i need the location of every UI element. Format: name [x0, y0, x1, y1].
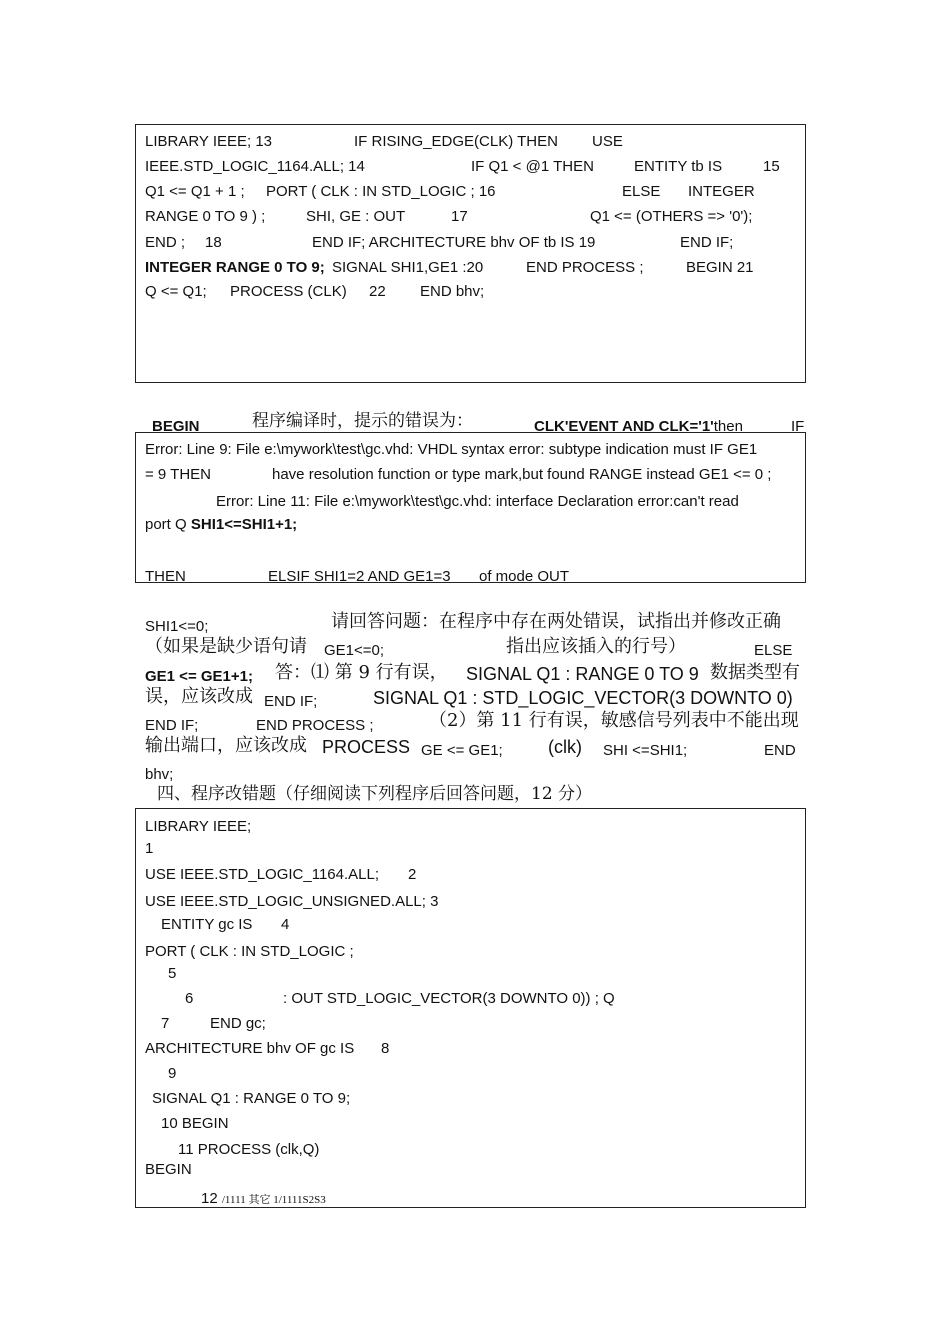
code-text: IEEE.STD_LOGIC_1164.ALL; 14 [145, 158, 365, 175]
section-heading: 四、程序改错题（仔细阅读下列程序后回答问题，12 分） [157, 784, 593, 804]
code-text: Q1 <= (OTHERS => '0'); [590, 208, 753, 225]
line-number: 1 [145, 840, 154, 857]
answer-text: 输出端口，应该改成 [145, 735, 307, 756]
code-text: PORT ( CLK : IN STD_LOGIC ; 16 [266, 183, 496, 200]
line-number: 9 [168, 1065, 177, 1082]
page-footer: 12 /1111 其它 1/1111S2S3 [201, 1190, 326, 1207]
code-text: RANGE 0 TO 9 ) ; [145, 208, 266, 225]
line-number: 8 [381, 1040, 390, 1057]
code-text: END ; [145, 234, 186, 251]
code-text: 17 [451, 208, 468, 225]
answer-text: （2）第 11 行有误，敏感信号列表中不能出现 [429, 710, 799, 731]
code-text: END PROCESS ; [256, 717, 374, 734]
code-text: 15 [763, 158, 780, 175]
code-text: SHI1<=0; [145, 618, 209, 635]
error-text: of mode OUT [479, 568, 570, 585]
code-text: 18 [205, 234, 222, 251]
error-text: have resolution function or type mark,but found RANGE instead GE1 <= 0 ; [272, 466, 772, 483]
error-text: Error: Line 11: File e:\mywork\test\gc.vhd: interface Declaration error:can't read [216, 493, 739, 510]
answer-text: 数据类型有 [710, 662, 800, 683]
code-text: 10 BEGIN [161, 1115, 229, 1132]
code-text: SHI <=SHI1; [603, 742, 688, 759]
answer-code: SIGNAL Q1 : RANGE 0 TO 9 [466, 664, 699, 684]
code-text: ELSE [622, 183, 661, 200]
code-text: 11 PROCESS (clk,Q) [178, 1141, 320, 1158]
code-text: END IF; ARCHITECTURE bhv OF tb IS 19 [312, 234, 596, 251]
answer-code: (clk) [548, 737, 582, 757]
answer-code: PROCESS [322, 737, 411, 757]
compile-prompt: 程序编译时，提示的错误为： [252, 411, 473, 431]
code-text: : OUT STD_LOGIC_VECTOR(3 DOWNTO 0)) ; Q [283, 990, 615, 1007]
clk-event-line: CLK'EVENT AND CLK='1'then [534, 418, 743, 435]
answer-code: SIGNAL Q1 : STD_LOGIC_VECTOR(3 DOWNTO 0) [373, 688, 793, 708]
code-text: PROCESS (CLK) [230, 283, 347, 300]
code-text: GE <= GE1; [421, 742, 503, 759]
code-text: END [764, 742, 796, 759]
code-text: BEGIN [145, 1161, 192, 1178]
code-text: LIBRARY IEEE; [145, 818, 252, 835]
code-text: GE1<=0; [324, 642, 385, 659]
question-text: 指出应该插入的行号） [506, 636, 686, 657]
begin-keyword: BEGIN [152, 418, 200, 435]
code-text: USE [592, 133, 623, 150]
code-text: Q1 <= Q1 + 1 ; [145, 183, 245, 200]
line-number: 5 [168, 965, 177, 982]
code-text: PORT ( CLK : IN STD_LOGIC ; [145, 943, 354, 960]
code-text: LIBRARY IEEE; 13 [145, 133, 273, 150]
line-number: 2 [408, 866, 417, 883]
question-text: （如果是缺少语句请 [145, 636, 307, 657]
code-text: SHI, GE : OUT [306, 208, 406, 225]
code-text: END IF; [145, 717, 199, 734]
code-text: ARCHITECTURE bhv OF gc IS [145, 1040, 355, 1057]
code-text: SIGNAL Q1 : RANGE 0 TO 9; [152, 1090, 351, 1107]
error-text: THEN [145, 568, 186, 585]
line-number: 7 [161, 1015, 170, 1032]
code-text: IF Q1 < @1 THEN [471, 158, 594, 175]
code-text: END PROCESS ; [526, 259, 644, 276]
code-text: Q <= Q1; [145, 283, 207, 300]
if-keyword: IF [791, 418, 805, 435]
code-text: ELSE [754, 642, 793, 659]
error-text: ELSIF SHI1=2 AND GE1=3 [268, 568, 451, 585]
code-text: ENTITY tb IS [634, 158, 723, 175]
code-text: END IF; [680, 234, 734, 251]
answer-text: 答：⑴ 第 9 行有误， [275, 662, 448, 683]
error-text: Error: Line 9: File e:\mywork\test\gc.vhd: VHDL syntax error: subtype indication must IF GE1 [145, 441, 758, 458]
line-number: 4 [281, 916, 290, 933]
code-text: bhv; [145, 766, 174, 783]
code-text: SIGNAL SHI1,GE1 :20 [332, 259, 484, 276]
code-text-bold: INTEGER RANGE 0 TO 9; [145, 259, 325, 276]
error-text: port Q SHI1<=SHI1+1; [145, 516, 298, 533]
code-text: IF RISING_EDGE(CLK) THEN [354, 133, 558, 150]
answer-text: 误，应该改成 [145, 686, 253, 707]
code-text: ENTITY gc IS [161, 916, 253, 933]
line-number: 6 [185, 990, 194, 1007]
code-text: END gc; [210, 1015, 266, 1032]
code-text: USE IEEE.STD_LOGIC_1164.ALL; [145, 866, 380, 883]
error-text: = 9 THEN [145, 466, 211, 483]
code-text: END IF; [264, 693, 318, 710]
code-text-bold: GE1 <= GE1+1; [145, 668, 253, 685]
code-text: INTEGER [688, 183, 755, 200]
code-text: BEGIN 21 [686, 259, 754, 276]
question-text: 请回答问题：在程序中存在两处错误，试指出并修改正确 [331, 611, 781, 632]
code-text: 22 [369, 283, 386, 300]
code-text: END bhv; [420, 283, 485, 300]
code-text: USE IEEE.STD_LOGIC_UNSIGNED.ALL; 3 [145, 893, 439, 910]
